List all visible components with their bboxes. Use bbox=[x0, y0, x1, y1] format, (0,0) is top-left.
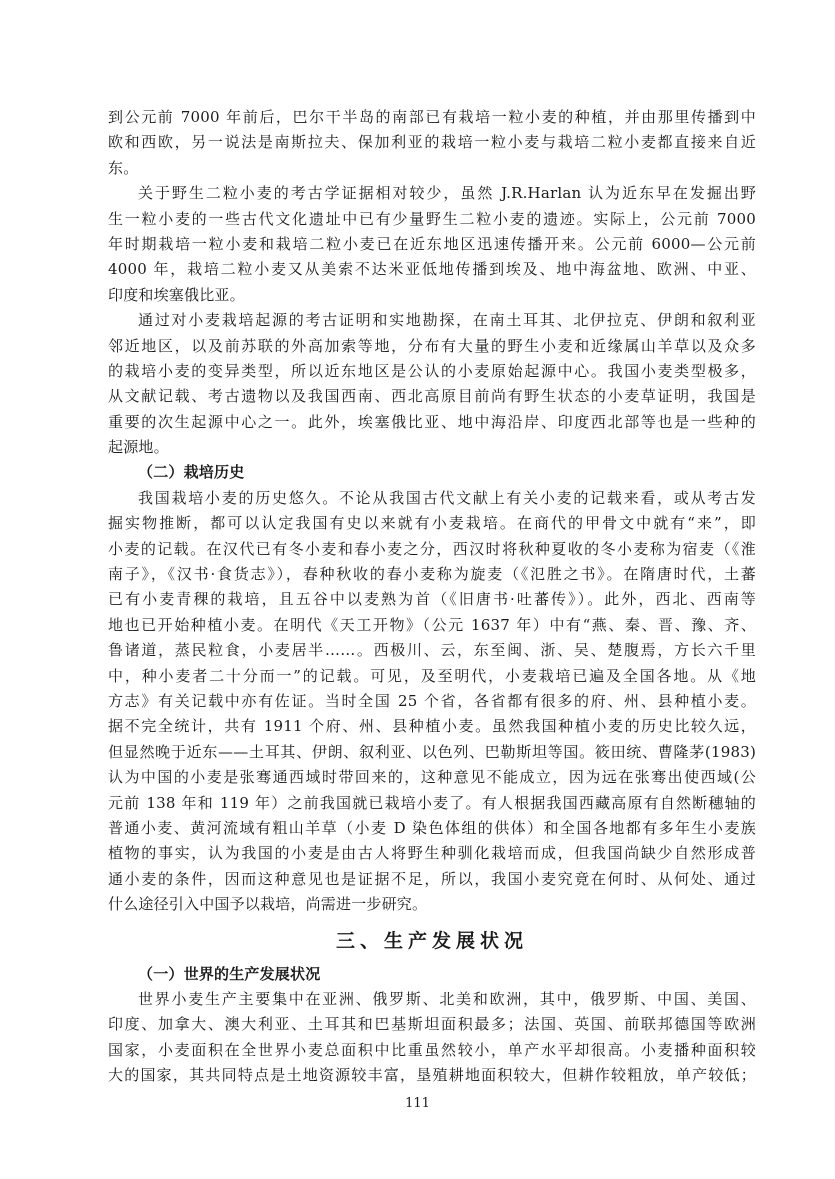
text-line: 通小麦的条件，因而这种意见也是证据不足，所以，我国小麦究竟在何时、从何处、通过 bbox=[108, 869, 756, 888]
text-line: 通过对小麦栽培起源的考古证明和实地勘探，在南土耳其、北伊拉克、伊朗和叙利亚 bbox=[138, 311, 756, 330]
text-line: 但显然晚于近东——土耳其、伊朗、叙利亚、以色列、巴勒斯坦等国。筱田统、曹隆茅(1983) bbox=[108, 742, 756, 761]
text-line: 生一粒小麦的一些古代文化遗址中已有少量野生二粒小麦的遗迹。实际上，公元前 7000 bbox=[108, 209, 756, 228]
text-line: 邻近地区，以及前苏联的外高加索等地，分布有大量的野生小麦和近缘属山羊草以及众多 bbox=[108, 336, 756, 355]
text-line: 普通小麦、黄河流域有粗山羊草（小麦 D 染色体组的供体）和全国各地都有多年生小麦族 bbox=[108, 818, 756, 837]
paragraph bbox=[108, 181, 756, 308]
paragraph bbox=[108, 308, 756, 460]
text-line: 地也已开始种植小麦。在明代《天工开物》（公元 1637 年）中有“燕、秦、晋、豫、齐、 bbox=[108, 615, 756, 634]
text-line: 中，种小麦者二十分而一”的记载。可见，及至明代，小麦栽培已遍及全国各地。从《地 bbox=[108, 666, 756, 685]
text-line: 印度、加拿大、澳大利亚、土耳其和巴基斯坦面积最多；法国、英国、前联邦德国等欧洲 bbox=[108, 1015, 756, 1034]
text-line: 重要的次生起源中心之一。此外，埃塞俄比亚、地中海沿岸、印度西北部等也是一些种的 bbox=[108, 412, 756, 431]
text-line: 掘实物推断，都可以认定我国有史以来就有小麦栽培。在商代的甲骨文中就有“来”，即 bbox=[108, 514, 756, 533]
subsection-heading: （二）栽培历史 bbox=[138, 463, 245, 482]
text-line: 欧和西欧，另一说法是南斯拉夫、保加利亚的栽培一粒小麦与栽培二粒小麦都直接来自近 bbox=[108, 133, 756, 152]
text-line: 南子》，《汉书·食货志》），春种秋收的春小麦称为旋麦（《氾胜之书》。在隋唐时代，土蕃 bbox=[108, 565, 756, 584]
text-line: 已有小麦青稞的栽培，且五谷中以麦熟为首（《旧唐书·吐蕃传》）。此外，西北、西南等 bbox=[108, 590, 756, 609]
subsection-heading: （一）世界的生产发展状况 bbox=[138, 964, 321, 983]
text-line: 我国栽培小麦的历史悠久。不论从我国古代文献上有关小麦的记载来看，或从考古发 bbox=[138, 488, 756, 507]
text-line: 认为中国的小麦是张骞通西域时带回来的，这种意见不能成立，因为远在张骞出使西域(公 bbox=[108, 768, 756, 787]
text-line: 元前 138 年和 119 年）之前我国就已栽培小麦了。有人根据我国西藏高原有自然断穗轴的 bbox=[108, 793, 756, 812]
text-line: 东。 bbox=[108, 158, 139, 177]
text-line: 方志》有关记载中亦有佐证。当时全国 25 个省，各省都有很多的府、州、县种植小麦。 bbox=[108, 691, 756, 710]
page-body bbox=[108, 105, 756, 1088]
text-line: 到公元前 7000 年前后，巴尔干半岛的南部已有栽培一粒小麦的种植，并由那里传播到中 bbox=[108, 108, 756, 126]
text-line: 世界小麦生产主要集中在亚洲、俄罗斯、北美和欧洲，其中，俄罗斯、中国、美国、 bbox=[138, 989, 756, 1008]
page-number: 111 bbox=[405, 1096, 430, 1111]
text-line: 大的国家，其共同特点是土地资源较丰富，垦殖耕地面积较大，但耕作较粗放，单产较低； bbox=[108, 1066, 756, 1085]
text-line: 据不完全统计，共有 1911 个府、州、县种植小麦。虽然我国种植小麦的历史比较久远， bbox=[108, 717, 756, 736]
text-line: 印度和埃塞俄比亚。 bbox=[108, 285, 245, 304]
text-line: 关于野生二粒小麦的考古学证据相对较少，虽然 J.R.Harlan 认为近东早在发掘出野 bbox=[138, 184, 756, 203]
text-line: 鲁诸道，蒸民粒食，小麦居半……。西极川、云，东至闽、浙、吴、楚腹焉，方长六千里 bbox=[108, 641, 756, 660]
text-line: 的栽培小麦的变异类型，所以近东地区是公认的小麦原始起源中心。我国小麦类型极多， bbox=[108, 361, 756, 380]
paragraph bbox=[108, 486, 756, 918]
text-line: 国家，小麦面积在全世界小麦总面积中比重虽然较小，单产水平却很高。小麦播种面积较 bbox=[108, 1040, 756, 1059]
text-line: 4000 年，栽培二粒小麦又从美索不达米亚低地传播到埃及、地中海盆地、欧洲、中亚、 bbox=[108, 260, 756, 279]
text-line: 起源地。 bbox=[108, 438, 169, 457]
paragraph bbox=[108, 987, 756, 1089]
text-line: 年时期栽培一粒小麦和栽培二粒小麦已在近东地区迅速传播开来。公元前 6000—公元前 bbox=[108, 234, 756, 253]
paragraph bbox=[108, 105, 756, 181]
text-line: 植物的事实，认为我国的小麦是由古人将野生种驯化栽培而成，但我国尚缺少自然形成普 bbox=[108, 844, 756, 863]
text-line: 从文献记载、考古遗物以及我国西南、西北高原目前尚有野生状态的小麦草证明，我国是 bbox=[108, 387, 756, 406]
text-line: 小麦的记载。在汉代已有冬小麦和春小麦之分，西汉时将秋种夏收的冬小麦称为宿麦（《淮 bbox=[108, 539, 756, 558]
section-title: 三、生产发展状况 bbox=[335, 929, 528, 952]
text-line: 什么途径引入中国予以栽培，尚需进一步研究。 bbox=[108, 895, 428, 914]
